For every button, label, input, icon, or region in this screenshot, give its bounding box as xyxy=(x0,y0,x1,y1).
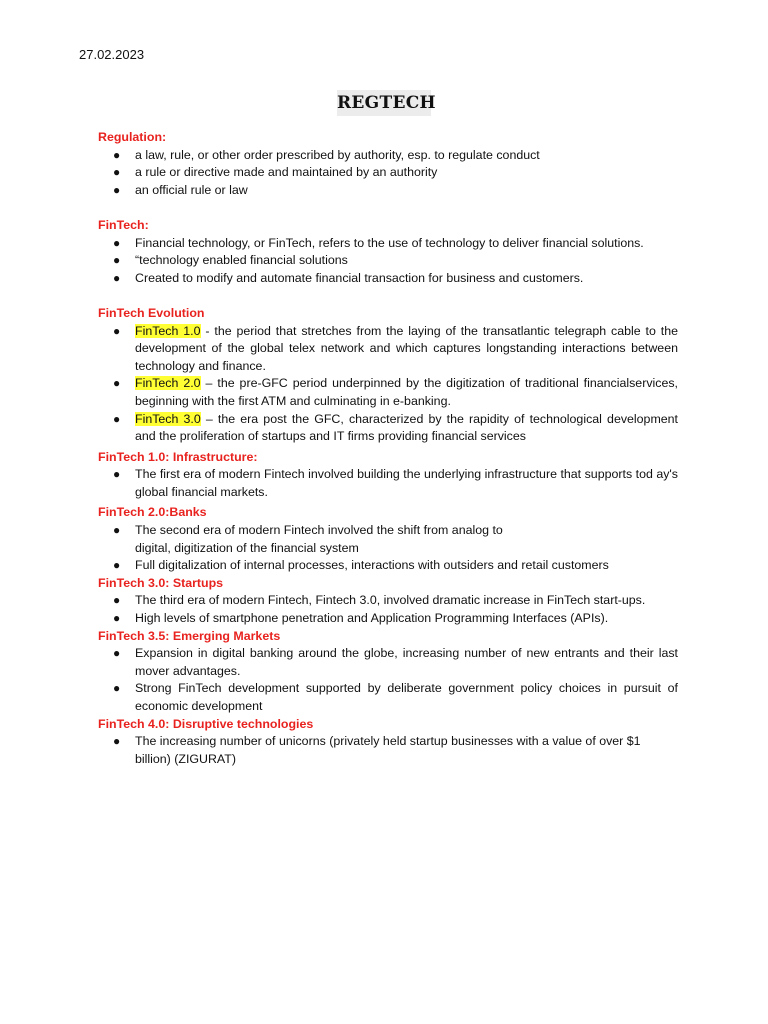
bullet-icon: ● xyxy=(113,165,121,180)
list-item: ● a law, rule, or other order prescribed by authority, esp. to regulate conduct xyxy=(98,147,678,165)
document-body xyxy=(98,129,678,768)
banks-list xyxy=(98,522,678,575)
section-heading-disruptive: FinTech 4.0: Disruptive technologies xyxy=(98,716,314,731)
bullet-icon: ● xyxy=(113,147,121,162)
bullet-icon: ● xyxy=(113,235,121,250)
list-item: ● an official rule or law xyxy=(98,182,678,200)
bullet-icon: ● xyxy=(113,558,121,573)
highlighted-term: FinTech 1.0 xyxy=(135,323,201,338)
bullet-icon: ● xyxy=(113,323,121,338)
section-heading-startups: FinTech 3.0: Startups xyxy=(98,575,224,590)
list-item: ● FinTech 1.0 - the period that stretches from the laying of the transatlantic telegraph cable to the development of the global telex network and which captures longstanding interactions between technology and finance. xyxy=(113,323,678,373)
highlighted-term: FinTech 2.0 xyxy=(135,376,201,391)
bullet-icon: ● xyxy=(113,734,121,749)
document-title: REGTECH xyxy=(337,90,431,116)
bullet-icon: ● xyxy=(113,376,121,391)
emerging-list xyxy=(98,645,678,715)
section-heading-regulation: Regulation: xyxy=(98,130,167,144)
list-item: ● Expansion in digital banking around the globe, increasing number of new entrants and their last mover advantages. xyxy=(113,646,678,678)
regulation-list xyxy=(98,147,678,200)
list-item: ● FinTech 3.0 – the era post the GFC, characterized by the rapidity of technological development and the proliferation of startups and IT firms providing financial services xyxy=(113,411,678,444)
section-heading-banks: FinTech 2.0:Banks xyxy=(98,505,207,520)
list-item: ● “technology enabled financial solutions xyxy=(98,252,678,270)
list-item: ● Strong FinTech development supported by deliberate government policy choices in pursuit of economic development xyxy=(113,681,678,713)
list-item: ● The second era of modern Fintech involved the shift from analog to digital, digitization of the financial system xyxy=(113,523,503,555)
list-item: ● The increasing number of unicorns (privately held startup businesses with a value of over $1 billion) (ZIGURAT) xyxy=(113,734,641,766)
list-item: ● Created to modify and automate financial transaction for business and customers. xyxy=(98,270,678,288)
bullet-icon: ● xyxy=(113,593,121,608)
bullet-icon: ● xyxy=(113,467,121,482)
list-item: ● FinTech 2.0 – the pre-GFC period underpinned by the digitization of traditional financialservices, beginning with the first ATM and culminating in e-banking. xyxy=(113,376,678,408)
startups-list xyxy=(98,592,678,627)
list-item: ● The first era of modern Fintech involved building the underlying infrastructure that supports tod ay's global financial markets. xyxy=(113,467,678,499)
bullet-icon: ● xyxy=(113,411,121,426)
list-item: ● The third era of modern Fintech, Fintech 3.0, involved dramatic increase in FinTech start-ups. xyxy=(98,592,678,610)
document-date: 27.02.2023 xyxy=(79,47,145,62)
bullet-icon: ● xyxy=(113,681,121,696)
section-heading-infrastructure: FinTech 1.0: Infrastructure: xyxy=(98,449,258,464)
section-heading-fintech: FinTech: xyxy=(98,217,149,232)
disruptive-list xyxy=(98,733,678,768)
bullet-icon: ● xyxy=(113,611,121,626)
bullet-icon: ● xyxy=(113,253,121,268)
fintech-list xyxy=(98,235,678,288)
list-item: ● Financial technology, or FinTech, refers to the use of technology to deliver financial solutions. xyxy=(98,235,678,253)
list-item: ● Full digitalization of internal processes, interactions with outsiders and retail customers xyxy=(98,557,678,575)
bullet-icon: ● xyxy=(113,270,121,285)
bullet-icon: ● xyxy=(113,182,121,197)
list-item: ● High levels of smartphone penetration and Application Programming Interfaces (APIs). xyxy=(98,610,678,628)
section-heading-fintech-evolution: FinTech Evolution xyxy=(98,305,205,320)
infrastructure-list xyxy=(98,466,678,501)
highlighted-term: FinTech 3.0 xyxy=(135,411,201,426)
section-heading-emerging-markets: FinTech 3.5: Emerging Markets xyxy=(98,628,281,643)
bullet-icon: ● xyxy=(113,523,121,538)
list-item: ● a rule or directive made and maintained by an authority xyxy=(98,164,678,182)
evolution-list xyxy=(98,323,678,446)
bullet-icon: ● xyxy=(113,646,121,661)
